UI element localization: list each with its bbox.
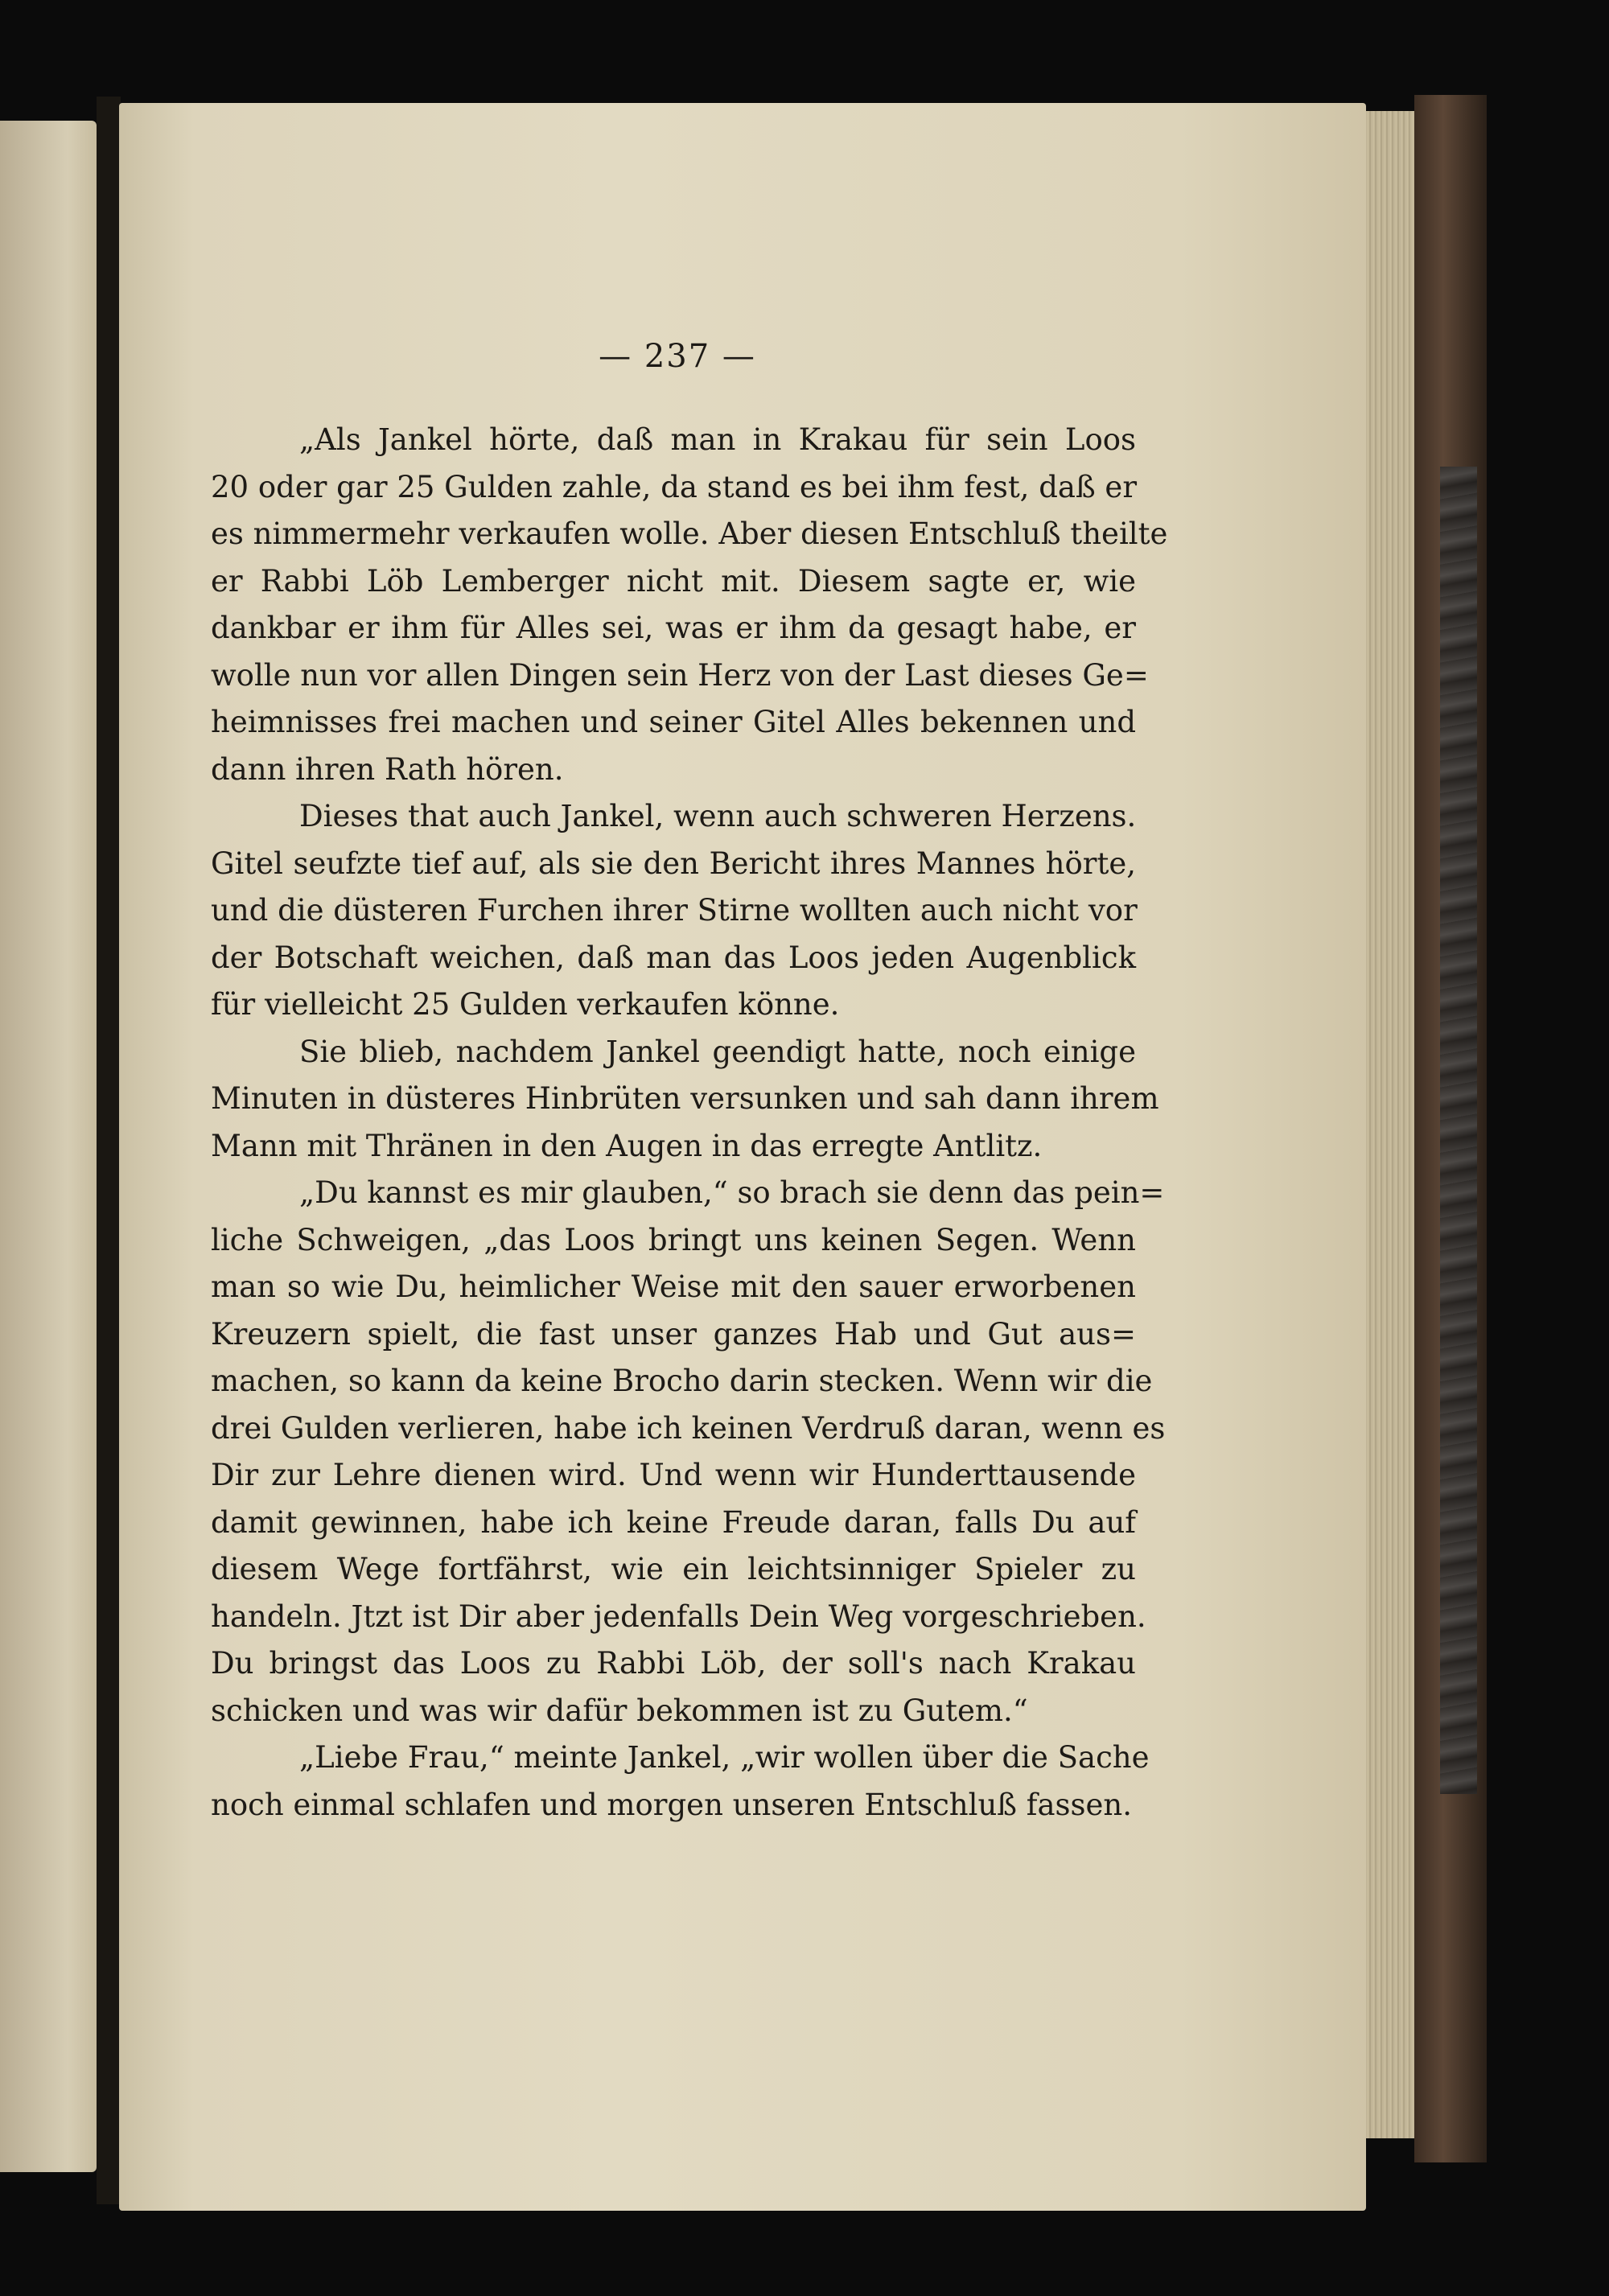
- text-line: dann ihren Rath hören.: [211, 751, 564, 787]
- cover-marbling: [1440, 467, 1477, 1794]
- text-line: es nimmermehr verkaufen wolle. Aber diesen Entschluß theilte: [211, 516, 1168, 551]
- text-line: Mann mit Thränen in den Augen in das erregte Antlitz.: [211, 1128, 1043, 1163]
- paragraph: [211, 1029, 1159, 1171]
- text-line: drei Gulden verlieren, habe ich keinen Verdruß daran, wenn es: [211, 1410, 1166, 1446]
- paragraph: [211, 1734, 1150, 1829]
- text-line: damit gewinnen, habe ich keine Freude daran, falls Du auf: [211, 1504, 1136, 1540]
- text-line: 20 oder gar 25 Gulden zahle, da stand es bei ihm fest, daß er: [211, 469, 1138, 504]
- text-line: man so wie Du, heimlicher Weise mit den sauer erworbenen: [211, 1269, 1136, 1304]
- text-line: diesem Wege fortfährst, wie ein leichtsinniger Spieler zu: [211, 1552, 1136, 1586]
- paragraph: [211, 793, 1136, 1029]
- paragraph: [211, 1170, 1166, 1734]
- text-line: machen, so kann da keine Brocho darin stecken. Wenn wir die: [211, 1364, 1153, 1398]
- page-number: — 237 —: [599, 338, 756, 375]
- text-line: Minuten in düsteres Hinbrüten versunken und sah dann ihrem: [211, 1081, 1159, 1116]
- book-gutter: [97, 97, 121, 2204]
- text-line: und die düsteren Furchen ihrer Stirne wollten auch nicht vor: [211, 893, 1138, 928]
- text-line: heimnisses frei machen und seiner Gitel Alles bekennen und: [211, 705, 1136, 739]
- text-line: Kreuzern spielt, die fast unser ganzes Hab und Gut aus=: [211, 1316, 1136, 1352]
- left-page-edge: [0, 121, 97, 2172]
- text-line: „Liebe Frau,“ meinte Jankel, „wir wollen über die Sache: [299, 1740, 1150, 1775]
- text-line: Sie blieb, nachdem Jankel geendigt hatte, noch einige: [299, 1034, 1136, 1069]
- text-line: Du bringst das Loos zu Rabbi Löb, der soll's nach Krakau: [211, 1646, 1136, 1681]
- text-block: [211, 338, 1168, 1829]
- text-line: liche Schweigen, „das Loos bringt uns keinen Segen. Wenn: [211, 1222, 1136, 1257]
- text-line: „Du kannst es mir glauben,“ so brach sie denn das pein=: [299, 1175, 1165, 1210]
- page-edges: [1366, 111, 1414, 2138]
- text-line: schicken und was wir dafür bekommen ist zu Gutem.“: [211, 1693, 1028, 1728]
- paragraphs: [211, 417, 1168, 1829]
- text-line: der Botschaft weichen, daß man das Loos jeden Augenblick: [211, 940, 1136, 975]
- paragraph: [211, 417, 1168, 793]
- text-line: Gitel seufzte tief auf, als sie den Bericht ihres Mannes hörte,: [211, 846, 1136, 881]
- text-line: Dir zur Lehre dienen wird. Und wenn wir Hunderttausende: [211, 1458, 1136, 1492]
- text-line: Dieses that auch Jankel, wenn auch schweren Herzens.: [299, 799, 1137, 833]
- text-line: handeln. Jtzt ist Dir aber jedenfalls Dein Weg vorgeschrieben.: [211, 1599, 1146, 1634]
- text-line: für vielleicht 25 Gulden verkaufen könne.: [211, 987, 840, 1022]
- text-line: er Rabbi Löb Lemberger nicht mit. Diesem sagte er, wie: [211, 563, 1136, 599]
- text-line: wolle nun vor allen Dingen sein Herz von der Last dieses Ge=: [211, 657, 1149, 693]
- text-line: „Als Jankel hörte, daß man in Krakau für sein Loos: [299, 422, 1136, 457]
- text-line: dankbar er ihm für Alles sei, was er ihm da gesagt habe, er: [211, 611, 1136, 645]
- text-line: noch einmal schlafen und morgen unseren Entschluß fassen.: [211, 1787, 1132, 1822]
